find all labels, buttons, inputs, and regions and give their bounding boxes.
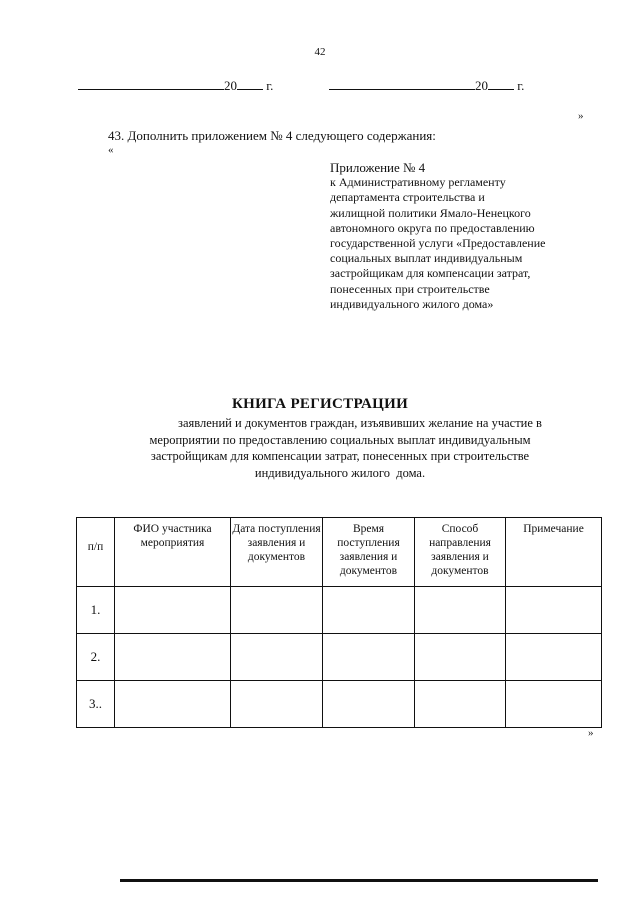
table-cell	[506, 587, 602, 634]
book-subtitle-line: заявлений и документов граждан, изъявивших желание на участие в	[178, 416, 542, 430]
appendix-line: понесенных при строительстве	[330, 281, 490, 296]
book-subtitle	[100, 415, 580, 481]
table-cell	[115, 681, 231, 728]
footer-divider	[120, 879, 598, 882]
table-cell	[231, 634, 323, 681]
book-title: КНИГА РЕГИСТРАЦИИ	[231, 396, 409, 412]
appendix-line: индивидуального жилого дома»	[330, 296, 494, 311]
appendix-line: к Административному регламенту	[330, 175, 506, 190]
table-cell	[231, 587, 323, 634]
page-number: 42	[314, 46, 326, 58]
registration-table	[76, 517, 602, 728]
appendix-line: государственной услуги «Предоставление	[330, 236, 546, 251]
row-number: 1.	[77, 587, 115, 634]
closing-quote-bottom: »	[588, 727, 594, 739]
table-row	[77, 634, 602, 681]
table-row	[77, 681, 602, 728]
date-blank-year	[488, 79, 514, 90]
date-blank-day-month	[78, 79, 224, 90]
table-cell	[506, 681, 602, 728]
closing-quote-top: »	[578, 110, 584, 122]
book-subtitle-line: мероприятии по предоставлению социальных выплат индивидуальным	[149, 432, 531, 447]
appendix-title: Приложение № 4	[330, 160, 426, 175]
table-cell	[323, 587, 415, 634]
book-subtitle-line: индивидуального жилого дома.	[254, 465, 426, 480]
appendix-line: автономного округа по предоставлению	[330, 220, 535, 235]
table-cell	[115, 634, 231, 681]
row-number: 3..	[77, 681, 115, 728]
table-cell	[415, 681, 506, 728]
date-year-suffix: г.	[517, 78, 525, 93]
appendix-line: департамента строительства и	[330, 190, 485, 205]
table-cell	[506, 634, 602, 681]
table-row	[77, 587, 602, 634]
book-subtitle-line: застройщикам для компенсации затрат, понесенных при строительстве	[150, 449, 530, 463]
column-header-name: ФИО участника мероприятия	[115, 518, 231, 587]
table-cell	[323, 634, 415, 681]
date-line-left	[78, 78, 273, 94]
column-header-number: п/п	[77, 518, 115, 587]
date-year-prefix: 20	[224, 78, 237, 93]
date-year-suffix: г.	[266, 78, 274, 93]
table-cell	[115, 587, 231, 634]
appendix-block	[330, 160, 620, 312]
appendix-line: жилищной политики Ямало-Ненецкого	[330, 205, 531, 220]
date-blank-year	[237, 79, 263, 90]
column-header-time: Время поступления заявления и документов	[323, 518, 415, 587]
column-header-date: Дата поступления заявления и документов	[231, 518, 323, 587]
table-cell	[323, 681, 415, 728]
column-header-method: Способ направления заявления и документов	[415, 518, 506, 587]
appendix-line: социальных выплат индивидуальным	[330, 251, 523, 266]
date-blank-day-month	[329, 79, 475, 90]
table-cell	[415, 587, 506, 634]
date-year-prefix: 20	[475, 78, 488, 93]
column-header-note: Примечание	[506, 518, 602, 587]
table-header-row	[77, 518, 602, 587]
table-cell	[415, 634, 506, 681]
table-cell	[231, 681, 323, 728]
appendix-line: застройщикам для компенсации затрат,	[330, 266, 531, 281]
row-number: 2.	[77, 634, 115, 681]
date-line-right	[329, 78, 524, 94]
opening-quote: «	[108, 144, 114, 156]
item-43-text: 43. Дополнить приложением № 4 следующего содержания:	[108, 128, 436, 143]
